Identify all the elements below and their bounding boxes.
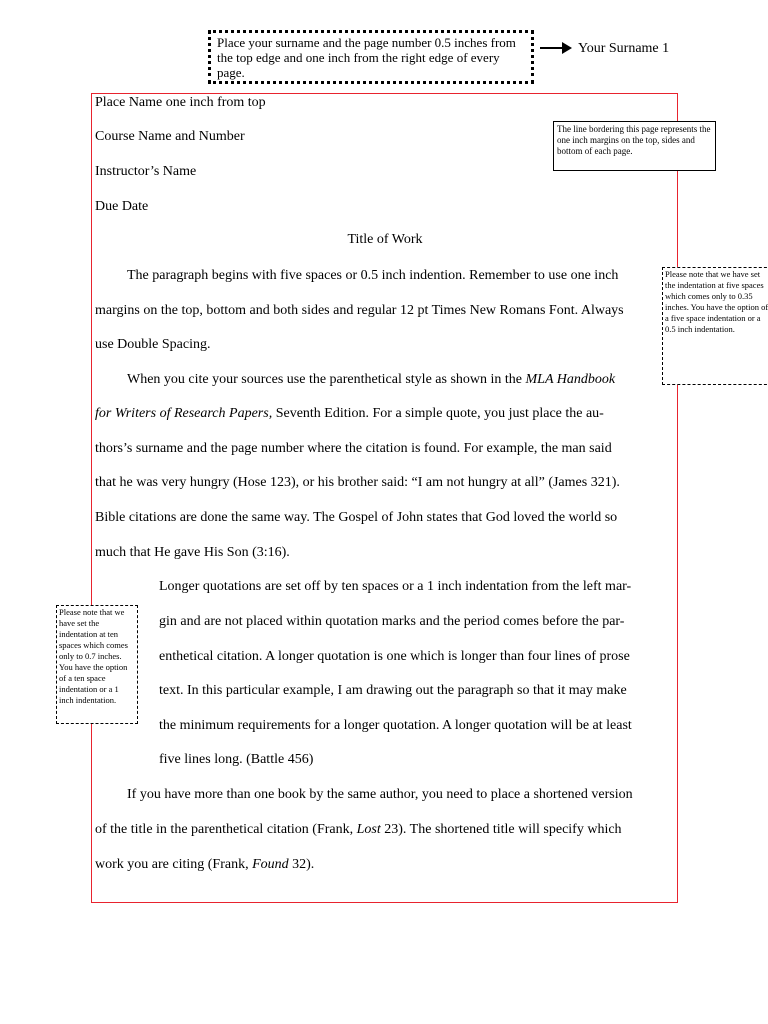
paragraph-line: Bible citations are done the same way. The Gospel of John states that God loved the world so bbox=[95, 510, 618, 525]
indent-ten-spaces-note: Please note that we have set the indentation at ten spaces which comes only to 0.7 inches. You have the option of a ten space indentation or a 1 inch indentation. bbox=[56, 605, 138, 724]
paragraph-line bbox=[95, 405, 604, 422]
margin-border bbox=[91, 93, 678, 903]
heading-instructor: Instructor’s Name bbox=[95, 164, 197, 179]
running-head: Your Surname 1 bbox=[578, 41, 670, 56]
paragraph-line: thors’s surname and the page number where the citation is found. For example, the man said bbox=[95, 441, 612, 456]
block-quote-line: five lines long. (Battle 456) bbox=[159, 752, 314, 767]
paragraph-line: much that He gave His Son (3:16). bbox=[95, 545, 290, 560]
block-quote-line: Longer quotations are set off by ten spaces or a 1 inch indentation from the left mar- bbox=[159, 579, 632, 594]
paragraph-line: margins on the top, bottom and both sides and regular 12 pt Times New Romans Font. Always bbox=[95, 303, 624, 318]
italic-title: Lost bbox=[356, 822, 381, 837]
block-quote-line: text. In this particular example, I am drawing out the paragraph so that it may make bbox=[159, 683, 627, 698]
block-quote-line: gin and are not placed within quotation marks and the period comes before the par- bbox=[159, 614, 625, 629]
paragraph-line: use Double Spacing. bbox=[95, 337, 211, 352]
paragraph-line bbox=[95, 821, 622, 838]
block-quote-line: the minimum requirements for a longer quotation. A longer quotation will be at least bbox=[159, 718, 632, 733]
heading-date: Due Date bbox=[95, 199, 149, 214]
text-span: of the title in the parenthetical citation (Frank, bbox=[95, 822, 357, 837]
text-span: Seventh Edition. For a simple quote, you just place the au- bbox=[272, 406, 604, 421]
indent-five-spaces-note: Please note that we have set the indentation at five spaces which comes only to 0.35 inches. You have the option of a five space indentation or a 0.5 inch indentation. bbox=[662, 267, 768, 385]
block-quote-line: enthetical citation. A longer quotation is one which is longer than four lines of prose bbox=[159, 649, 630, 664]
paragraph-line: The paragraph begins with five spaces or 0.5 inch indention. Remember to use one inch bbox=[127, 268, 619, 283]
text-span: 23). The shortened title will specify which bbox=[380, 822, 622, 837]
paragraph-line bbox=[95, 856, 314, 873]
heading-course: Course Name and Number bbox=[95, 129, 245, 144]
surname-instruction-note: Place your surname and the page number 0.5 inches from the top edge and one inch from the right edge of every page. bbox=[208, 30, 534, 84]
text-span: work you are citing (Frank, bbox=[95, 857, 253, 872]
arrow-right-icon bbox=[540, 40, 572, 56]
heading-name: Place Name one inch from top bbox=[95, 95, 266, 110]
text-span: 32). bbox=[288, 857, 315, 872]
margin-explanation-note: The line bordering this page represents the one inch margins on the top, sides and bottom of each page. bbox=[553, 121, 716, 171]
italic-title: for Writers of Research Papers, bbox=[95, 406, 273, 421]
paragraph-line: that he was very hungry (Hose 123), or his brother said: “I am not hungry at all” (James 321). bbox=[95, 475, 620, 490]
paragraph-line bbox=[127, 371, 615, 388]
italic-title: MLA Handbook bbox=[525, 372, 616, 387]
document-title: Title of Work bbox=[347, 232, 423, 247]
paragraph-line: If you have more than one book by the same author, you need to place a shortened version bbox=[127, 787, 633, 802]
italic-title: Found bbox=[252, 857, 289, 872]
text-span: When you cite your sources use the parenthetical style as shown in the bbox=[127, 372, 526, 387]
